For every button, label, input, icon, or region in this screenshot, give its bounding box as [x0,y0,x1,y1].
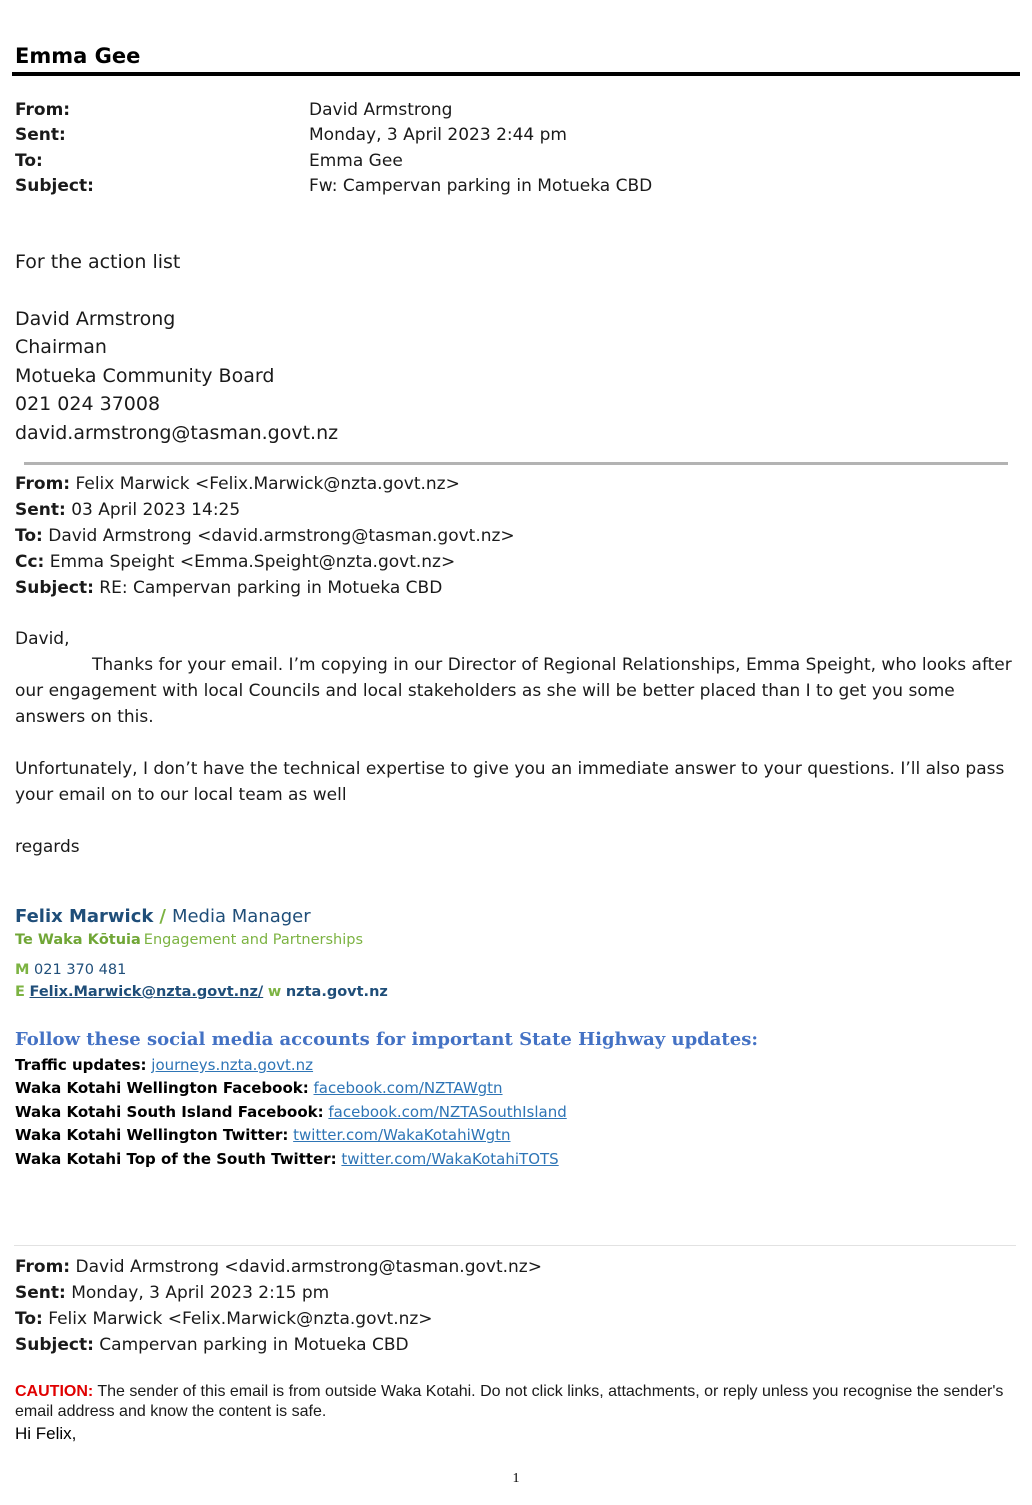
forward2-sent-value: Monday, 3 April 2023 2:15 pm [71,1283,330,1303]
da-signature-org: Motueka Community Board [15,364,275,387]
header-from-label: From: [15,100,71,120]
header-to-value: Emma Gee [309,150,403,171]
da-signature-phone: 021 024 37008 [15,393,161,416]
header-sent-label: Sent: [15,125,66,146]
felix-phone: 021 370 481 [34,962,127,978]
message-header [15,98,652,199]
web-label: w [267,984,282,1000]
felix-org: Te Waka Kōtuia [15,932,141,948]
body-closing: regards [15,837,80,857]
social-item-link[interactable]: facebook.com/NZTASouthIsland [328,1102,567,1121]
header-sent-value: Monday, 3 April 2023 2:44 pm [309,125,567,146]
social-item-link[interactable]: facebook.com/NZTAWgtn [313,1079,503,1098]
forward2-to-row [15,1306,542,1332]
social-item-link[interactable]: journeys.nzta.govt.nz [151,1056,314,1074]
felix-signature-org [15,932,363,948]
felix-dept: Engagement and Partnerships [143,932,364,948]
header-subject-value: Fw: Campervan parking in Motueka CBD [309,175,653,196]
forward1-subject-label: Subject: [15,578,94,598]
forward2-from-row [15,1254,542,1280]
forward2-to-value: Felix Marwick <Felix.Marwick@nzta.govt.nz> [48,1309,433,1329]
caution-text: The sender of this email is from outside Waka Kotahi. Do not click links, attachments, or reply unless you recognise the sender's email address and know the content is safe. [15,1383,1004,1420]
social-item-link[interactable]: twitter.com/WakaKotahiWgtn [293,1126,511,1145]
caution-label: CAUTION: [15,1383,94,1400]
caution-banner [15,1382,1023,1422]
body-paragraph-2: Unfortunately, I don’t have the technical expertise to give you an immediate answer to your questions. I’ll also pass your email on to our local team as well [15,759,1005,805]
social-heading: Follow these social media accounts for important State Highway updates: [15,1029,758,1050]
header-subject-label: Subject: [15,175,94,196]
forward1-subject-row [15,575,515,601]
forward2-header [15,1254,542,1358]
felix-name: Felix Marwick [15,906,154,927]
message-body [15,626,1020,860]
felix-phone-row [15,962,126,978]
forward2-to-label: To: [15,1309,43,1329]
social-item-label: Waka Kotahi Top of the South Twitter: [15,1149,337,1168]
header-from-row [15,98,652,123]
felix-web: nzta.govt.nz [285,984,388,1000]
forward1-to-label: To: [15,526,43,546]
social-item-label: Waka Kotahi Wellington Twitter: [15,1126,289,1145]
forward1-header [15,471,515,601]
body-spacer [15,730,1020,756]
slash-separator: / [159,906,166,927]
forward2-subject-label: Subject: [15,1335,94,1355]
greeting-felix: Hi Felix, [15,1424,77,1443]
forward-divider [24,462,1008,465]
da-signature-title: Chairman [15,336,107,359]
forward2-sent-label: Sent: [15,1283,66,1303]
forward1-from-value: Felix Marwick <Felix.Marwick@nzta.govt.nz> [75,474,460,494]
forward1-sent-label: Sent: [15,500,66,520]
forward1-cc-value: Emma Speight <Emma.Speight@nzta.govt.nz> [49,552,456,572]
forward1-subject-value: RE: Campervan parking in Motueka CBD [99,578,443,598]
social-item [15,1101,567,1124]
felix-role: Media Manager [171,906,311,927]
social-item [15,1124,567,1147]
da-signature-email: david.armstrong@tasman.govt.nz [15,421,339,444]
social-list [15,1054,567,1171]
forward1-to-value: David Armstrong <david.armstrong@tasman.govt.nz> [48,526,515,546]
phone-label: M [15,962,30,978]
body-spacer [15,808,1020,834]
forward1-from-label: From: [15,474,71,494]
header-to-label: To: [15,150,43,171]
forward2-from-label: From: [15,1257,71,1277]
forward1-from-row [15,471,515,497]
forward1-sent-row [15,497,515,523]
forward2-sent-row [15,1280,542,1306]
felix-email-row [15,984,388,1000]
page-number: 1 [512,1471,520,1486]
forward1-to-row [15,523,515,549]
social-item [15,1054,567,1077]
header-from-value: David Armstrong [309,100,453,120]
forward2-subject-value: Campervan parking in Motueka CBD [99,1335,409,1355]
forward2-divider [14,1245,1016,1246]
email-label: E [15,984,25,1000]
da-signature-name: David Armstrong [15,308,176,330]
body-greeting: David, [15,629,70,649]
body-paragraph-1: Thanks for your email. I’m copying in our Director of Regional Relationships, Emma Speight, who looks after our engagement with local Councils and local stakeholders as she will be better placed than I to get you some answers on this. [15,655,1012,727]
felix-signature-title [15,906,311,927]
da-signature [15,305,338,447]
header-subject-row [15,174,652,199]
header-sent-row [15,123,652,148]
social-item-label: Waka Kotahi South Island Facebook: [15,1102,324,1121]
social-item-link[interactable]: twitter.com/WakaKotahiTOTS [341,1149,559,1168]
social-item-label: Waka Kotahi Wellington Facebook: [15,1079,309,1098]
social-item [15,1077,567,1100]
social-item-label: Traffic updates: [15,1056,147,1074]
forward1-cc-row [15,549,515,575]
forward2-from-value: David Armstrong <david.armstrong@tasman.govt.nz> [75,1257,542,1277]
mailbox-owner-name: Emma Gee [15,44,141,68]
social-item [15,1148,567,1171]
forward1-sent-value: 03 April 2023 14:25 [71,500,241,520]
forward1-cc-label: Cc: [15,552,45,572]
owner-divider [12,72,1020,76]
header-to-row [15,149,652,174]
intro-text: For the action list [15,251,181,273]
felix-email-link[interactable]: Felix.Marwick@nzta.govt.nz/ [29,984,264,1000]
forward2-subject-row [15,1332,542,1358]
